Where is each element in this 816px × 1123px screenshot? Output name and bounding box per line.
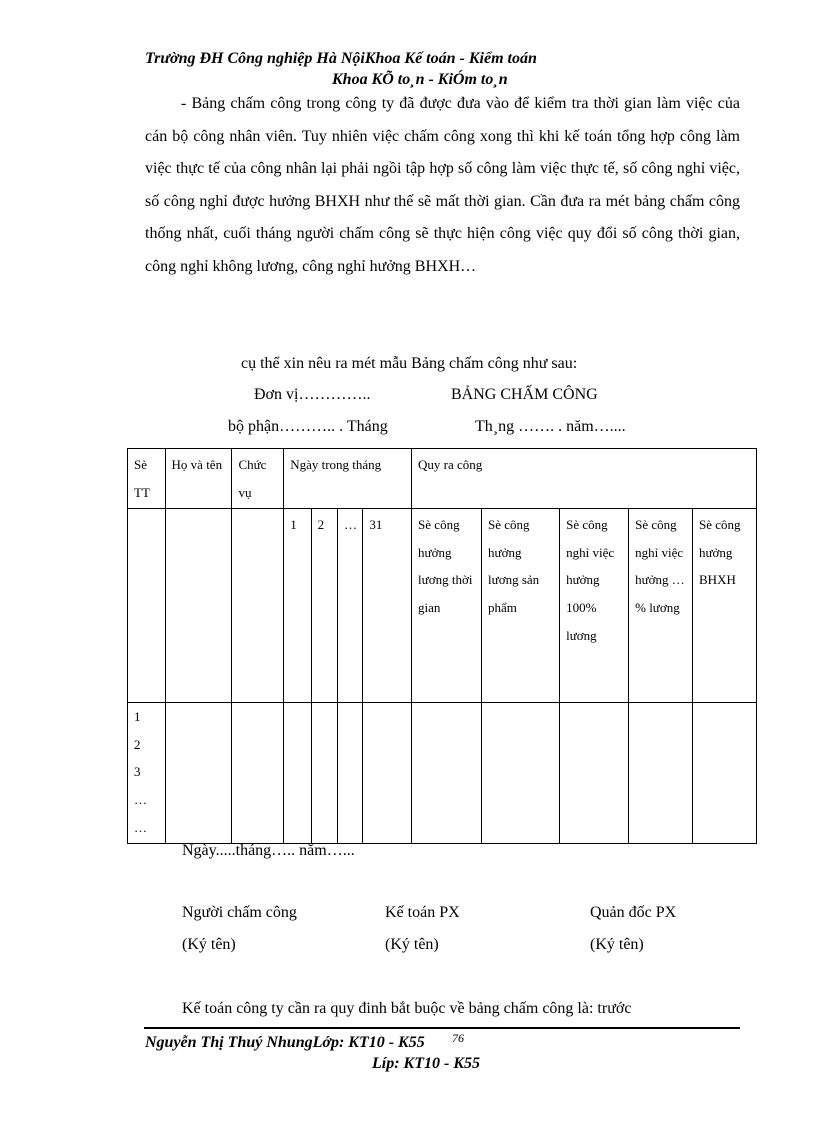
signer-accountant-note: (Ký tên) [385,936,439,953]
table-subheader-row [128,509,757,703]
signer-accountant: Kế toán PX [385,904,460,921]
sub-product-wage: Sè công hưởng lương sản phẩm [482,509,560,703]
dept-line: bộ phận……….. . Tháng [228,418,388,435]
signer-foreman-note: (Ký tên) [590,936,644,953]
header-position: Chức vụ [232,449,284,509]
table-header-row [128,449,757,509]
footer-class: Líp: KT10 - K55 [372,1055,480,1072]
row-number: 3 [134,764,141,780]
sub-leave-percent: Sè công nghỉ việc hưởng …% lương [629,509,693,703]
sub-bhxh: Sè công hưởng BHXH [693,509,757,703]
header-faculty: Khoa KÕ to¸n - KiÓm to¸n [332,71,508,88]
day-1: 1 [284,509,311,703]
row-numbers [128,703,166,844]
header-name: Họ và tên [165,449,232,509]
date-line: Ngày.....tháng….. năm…... [182,842,355,859]
footer-rule [144,1027,740,1029]
intro-line: cụ thể xin nêu ra mét mẫu Bảng chấm công như sau: [241,355,578,372]
header-days: Ngày trong tháng [284,449,412,509]
header-quy-ra-cong: Quy ra công [412,449,757,509]
body-paragraph: - Bảng chấm công trong công ty đã được đưa vào để kiểm tra thời gian làm việc của cán bộ công nhân viên. Tuy nhiên việc chấm công xong thì khi kế toán tổng hợp công làm việc thực tế của công nhân lại phải ngồi tập hợp số công làm việc thực tế, số công nghỉ việc, số công nghỉ được hưởng BHXH như thế sẽ mất thời gian. Cần đưa ra mét bảng chấm công thống nhất, cuối tháng người chấm công sẽ thực hiện công việc quy đổi số công thời gian, công nghỉ không lương, công nghỉ hưởng BHXH… [145,95,740,275]
sub-leave-100: Sè công nghỉ việc hưởng 100% lương [560,509,629,703]
day-2: 2 [311,509,337,703]
table-body-row [128,703,757,844]
signer-foreman: Quản đốc PX [590,904,677,921]
signer-timekeeper: Người chấm công [182,904,297,921]
footer-author: Nguyễn Thị Thuý NhungLớp: KT10 - K55 [145,1034,425,1051]
header-stt: Sè TT [128,449,166,509]
unit-line: Đơn vị………….. [254,386,371,403]
header-school: Trường ĐH Công nghiệp Hà NộiKhoa Kế toán - Kiểm toán [145,50,537,67]
page-number: 76 [452,1031,464,1045]
day-31: 31 [363,509,412,703]
signer-timekeeper-note: (Ký tên) [182,936,236,953]
row-number: … [134,791,147,807]
row-number: 2 [134,736,141,752]
row-number: 1 [134,709,141,725]
closing-line: Kế toán công ty cần ra quy đinh bắt buộc về bảng chấm công là: trước [182,1000,632,1017]
row-number: … [134,819,147,835]
day-ellipsis: … [337,509,362,703]
timesheet-table [127,448,757,844]
month-line: Th¸ng ……. . năm….... [475,418,626,435]
sub-time-wage: Sè công hưởng lương thời gian [412,509,482,703]
form-title: BẢNG CHẤM CÔNG [451,386,598,403]
